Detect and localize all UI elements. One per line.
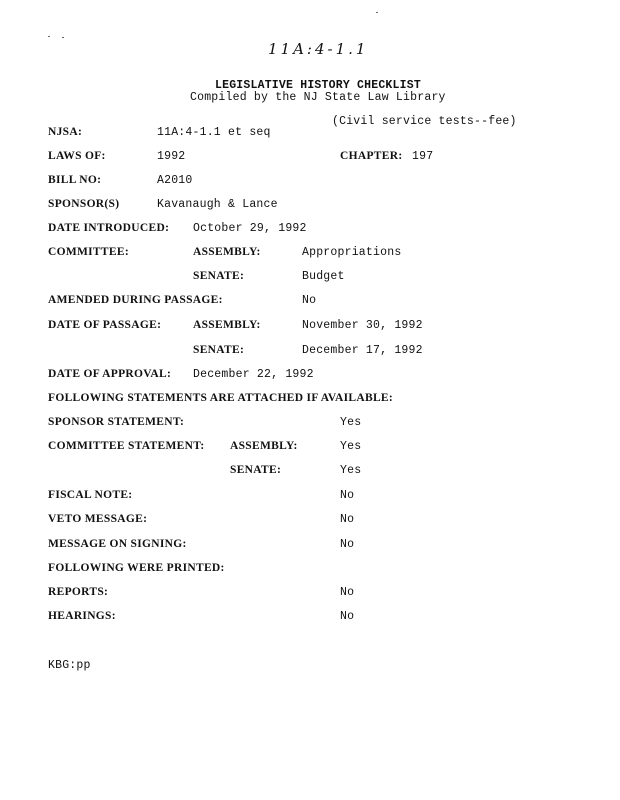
fiscal-note-label: FISCAL NOTE: xyxy=(48,489,133,501)
committee-statement-senate-value: Yes xyxy=(340,464,362,477)
hearings-label: HEARINGS: xyxy=(48,610,116,622)
attached-heading: FOLLOWING STATEMENTS ARE ATTACHED IF AVAILABLE: xyxy=(48,392,394,404)
amended-label: AMENDED DURING PASSAGE: xyxy=(48,294,223,306)
scan-speck xyxy=(62,37,64,38)
page-title: LEGISLATIVE HISTORY CHECKLIST xyxy=(215,79,421,92)
page-subtitle: Compiled by the NJ State Law Library xyxy=(190,91,446,104)
passage-assembly-label: ASSEMBLY: xyxy=(193,319,261,331)
passage-senate-value: December 17, 1992 xyxy=(302,344,423,357)
laws-of-label: LAWS OF: xyxy=(48,150,106,162)
fiscal-note-value: No xyxy=(340,489,355,502)
printed-heading: FOLLOWING WERE PRINTED: xyxy=(48,562,225,574)
handwritten-statute-number: 11A:4-1.1 xyxy=(268,40,369,58)
chapter-value: 197 xyxy=(412,150,434,163)
sponsor-statement-value: Yes xyxy=(340,416,362,429)
committee-assembly-label: ASSEMBLY: xyxy=(193,246,261,258)
committee-label: COMMITTEE: xyxy=(48,246,129,258)
approval-label: DATE OF APPROVAL: xyxy=(48,368,172,380)
committee-assembly-value: Appropriations xyxy=(302,246,402,259)
committee-senate-value: Budget xyxy=(302,270,345,283)
reports-label: REPORTS: xyxy=(48,586,109,598)
bill-no-value: A2010 xyxy=(157,174,193,187)
date-introduced-label: DATE INTRODUCED: xyxy=(48,222,170,234)
bill-no-label: BILL NO: xyxy=(48,174,102,186)
subject-note: (Civil service tests--fee) xyxy=(332,115,517,128)
committee-statement-assembly-label: ASSEMBLY: xyxy=(230,440,298,452)
njsa-label: NJSA: xyxy=(48,126,83,138)
date-introduced-value: October 29, 1992 xyxy=(193,222,307,235)
sponsors-value: Kavanaugh & Lance xyxy=(157,198,278,211)
veto-message-label: VETO MESSAGE: xyxy=(48,513,148,525)
passage-assembly-value: November 30, 1992 xyxy=(302,319,423,332)
scan-speck xyxy=(376,12,378,13)
sponsors-label: SPONSOR(S) xyxy=(48,198,120,210)
reports-value: No xyxy=(340,586,355,599)
message-signing-value: No xyxy=(340,538,355,551)
committee-statement-label: COMMITTEE STATEMENT: xyxy=(48,440,205,452)
sponsor-statement-label: SPONSOR STATEMENT: xyxy=(48,416,185,428)
scan-speck xyxy=(48,36,50,37)
njsa-value: 11A:4-1.1 et seq xyxy=(157,126,271,139)
footer-initials: KBG:pp xyxy=(48,659,91,672)
laws-of-value: 1992 xyxy=(157,150,186,163)
committee-statement-assembly-value: Yes xyxy=(340,440,362,453)
hearings-value: No xyxy=(340,610,355,623)
approval-value: December 22, 1992 xyxy=(193,368,314,381)
message-signing-label: MESSAGE ON SIGNING: xyxy=(48,538,187,550)
committee-senate-label: SENATE: xyxy=(193,270,245,282)
veto-message-value: No xyxy=(340,513,355,526)
passage-label: DATE OF PASSAGE: xyxy=(48,319,162,331)
chapter-label: CHAPTER: xyxy=(340,150,403,162)
committee-statement-senate-label: SENATE: xyxy=(230,464,282,476)
amended-value: No xyxy=(302,294,317,307)
passage-senate-label: SENATE: xyxy=(193,344,245,356)
